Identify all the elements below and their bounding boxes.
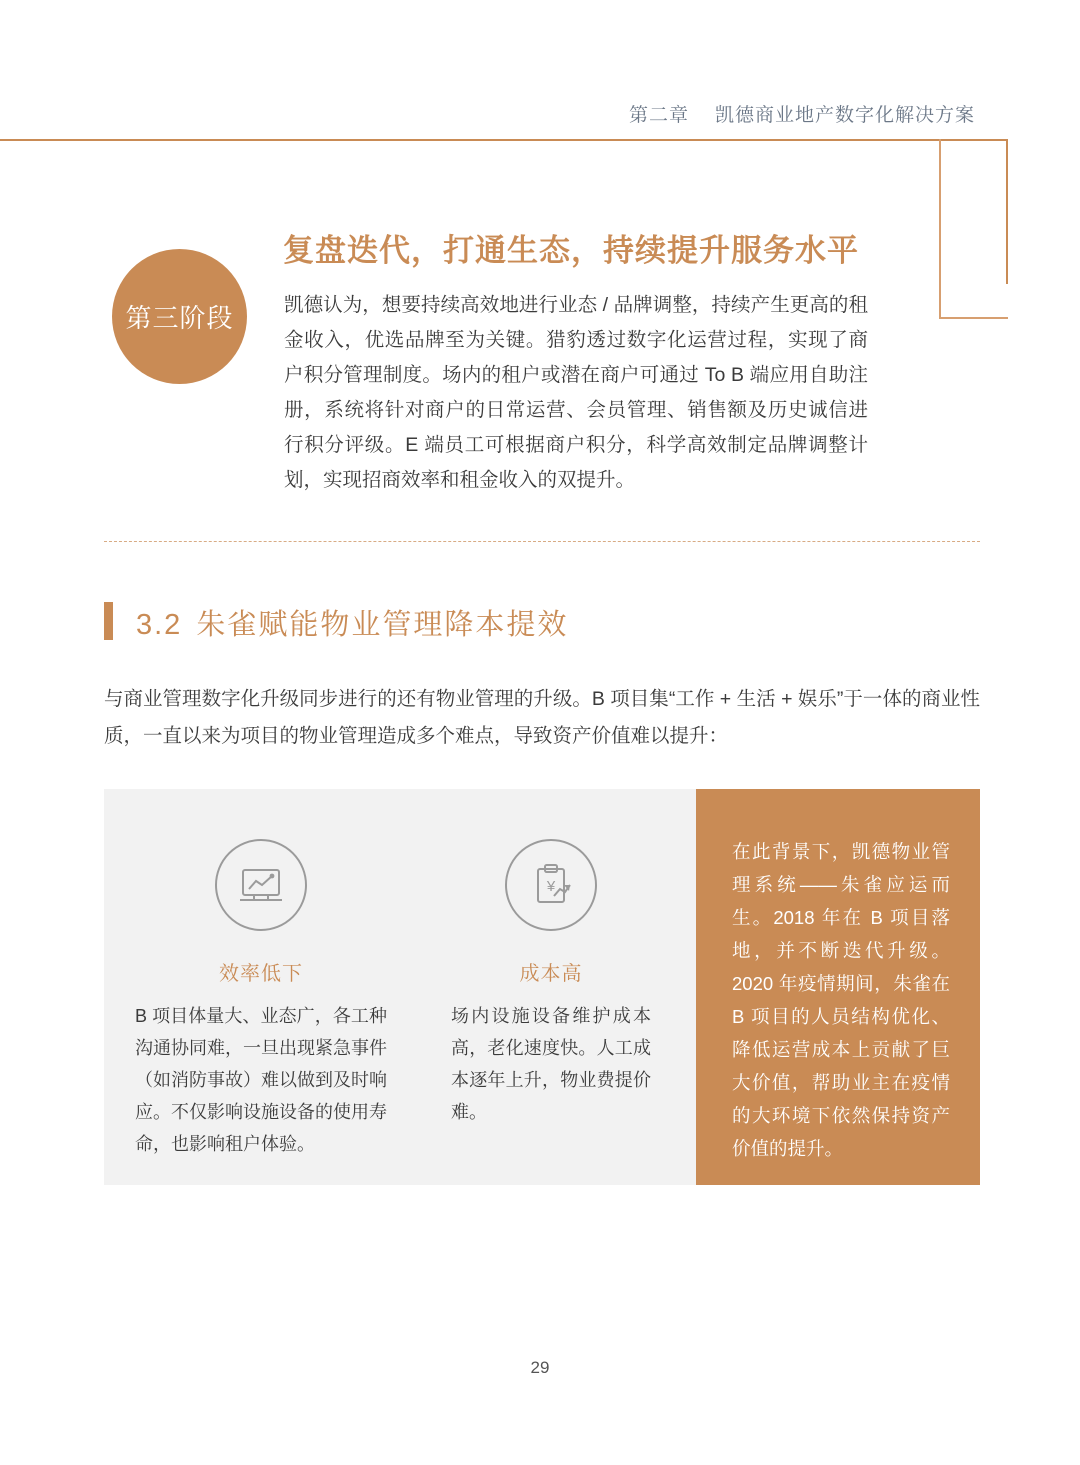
pain-point-text: B 项目体量大、业态广，各工种沟通协同难，一旦出现紧急事件（如消防事故）难以做到及时响应。不仅影响设施设备的使用寿命，也影响租户体验。 bbox=[135, 1006, 387, 1154]
section-title: 朱雀赋能物业管理降本提效 bbox=[196, 609, 569, 641]
stage-title: 复盘迭代，打通生态，持续提升服务水平 bbox=[283, 233, 859, 268]
chart-decline-monitor-icon bbox=[215, 839, 307, 931]
pain-points-panel bbox=[104, 789, 980, 1185]
header-chapter-title: 凯德商业地产数字化解决方案 bbox=[714, 105, 975, 126]
page-header bbox=[0, 100, 1080, 127]
pain-points-left bbox=[104, 789, 696, 1185]
highlight-box: 在此背景下，凯德物业管理系统——朱雀应运而生。2018 年在 B 项目落地，并不断迭代升级。2020 年疫情期间，朱雀在 B 项目的人员结构优化、降低运营成本上贡献了巨大价值，帮助业主在疫情的大环境下依然保持资产价值的提升。 bbox=[696, 789, 980, 1185]
pain-point-title: 成本高 bbox=[519, 963, 583, 985]
dashed-divider bbox=[104, 541, 980, 542]
stage-badge-label: 第三阶段 bbox=[125, 303, 234, 333]
section-number: 3.2 bbox=[136, 609, 183, 641]
page-number: 29 bbox=[530, 1358, 550, 1377]
pain-point-column bbox=[104, 839, 406, 1185]
decorative-corner-vertical bbox=[939, 139, 941, 319]
decorative-corner-horizontal bbox=[939, 317, 1008, 319]
header-chapter-number: 第二章 bbox=[628, 105, 689, 126]
stage-badge bbox=[112, 249, 247, 384]
section-accent-bar bbox=[104, 602, 113, 640]
pain-point-title: 效率低下 bbox=[219, 963, 303, 985]
stage-body-paragraph: 凯德认为，想要持续高效地进行业态 / 品牌调整，持续产生更高的租金收入，优选品牌至为关键。猎豹透过数字化运营过程，实现了商户积分管理制度。场内的租户或潜在商户可通过 To B 端应用自助注册，系统将针对商户的日常运营、会员管理、销售额及历史诚信进行积分评级。E 端员工可根据商户积分，科学高效制定品牌调整计划，实现招商效率和租金收入的双提升。 bbox=[284, 294, 868, 491]
header-rule bbox=[0, 139, 1008, 141]
svg-text:¥: ¥ bbox=[546, 878, 556, 895]
pain-point-text: 场内设施设备维护成本高，老化速度快。人工成本逐年上升，物业费提价难。 bbox=[451, 1006, 651, 1122]
intro-paragraph: 与商业管理数字化升级同步进行的还有物业管理的升级。B 项目集“工作 + 生活 + 娱乐”于一体的商业性质，一直以来为项目的物业管理造成多个难点，导致资产价值难以提升： bbox=[104, 688, 980, 747]
section-heading bbox=[136, 602, 568, 643]
cost-clipboard-icon bbox=[505, 839, 597, 931]
pain-point-column bbox=[406, 839, 696, 1185]
header-rule-vertical bbox=[1006, 139, 1008, 284]
